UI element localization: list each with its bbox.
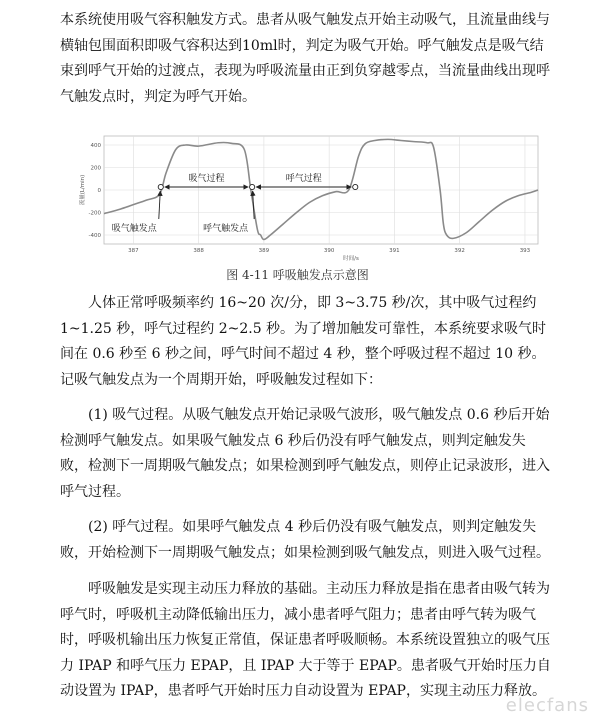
x-tick-label: 388 [193,248,204,254]
paragraph-inhale-process: (1) 吸气过程。从吸气触发点开始记录吸气波形，吸气触发点 0.6 秒后开始检测呼气触发点。如果吸气触发点 6 秒后仍没有呼气触发点，则判定触发失败，检测下一周期吸气触发点；如果检测到呼气触发点，则停止记录波形，进入呼气过程。 [60,407,550,500]
x-tick-label: 393 [519,248,531,254]
y-tick-label: 0 [97,188,101,194]
x-tick-label: 387 [128,248,139,254]
x-tick-label: 391 [389,248,400,254]
y-axis-label: 流量(L/min) [80,174,86,206]
x-tick-label: 390 [323,248,335,254]
paragraph-inhale-trigger-method: 本系统使用吸气容积触发方式。患者从吸气触发点开始主动吸气，且流量曲线与横轴包围面积即吸气容积达到10ml时，判定为吸气开始。呼气触发点是吸气结束到呼气开始的过渡点，表现为呼吸流量由正到负穿越零点，当流量曲线出现呼气触发点时，判定为呼气开始。 [60,12,550,105]
flow-chart-svg [78,132,544,264]
paragraph-exhale-process: (2) 呼气过程。如果呼气触发点 4 秒后仍没有吸气触发点，则判定触发失败，开始检测下一周期吸气触发点；如果检测到吸气触发点，则进入吸气过程。 [60,519,550,561]
y-tick-label: -200 [88,210,101,217]
x-tick-label: 389 [258,248,270,254]
y-tick-label: 200 [90,165,101,172]
x-tick-label: 392 [454,248,465,254]
figure-caption: 图 4-11 呼吸触发点示意图 [226,268,369,282]
trigger-point-marker [250,184,255,189]
y-tick-label: 400 [90,143,101,149]
y-tick-label: -400 [88,233,101,239]
paragraph-breathing-frequency: 人体正常呼吸频率约 16~20 次/分，即 3~3.75 秒/次，其中吸气过程约 1~1.25 秒，呼气过程约 2~2.5 秒。为了增加触发可靠性，本系统要求吸气时间在 0.6 秒至 6 秒之间，呼气时间不超过 4 秒，整个呼吸过程不超过 10 秒。记吸气触发点为一个周期开始，呼吸触发过程如下： [60,295,547,388]
respiratory-trigger-chart [78,132,544,264]
exhale-trigger-label: 呼气触发点 [203,224,249,234]
exhale-process-label: 呼气过程 [285,174,322,184]
trigger-point-marker [158,184,163,189]
trigger-point-marker [353,184,358,189]
inhale-process-label: 吸气过程 [188,174,225,184]
watermark-logo: elecfans [505,695,589,716]
inhale-trigger-label: 吸气触发点 [111,224,157,234]
paragraph-pressure-release: 呼吸触发是实现主动压力释放的基础。主动压力释放是指在患者由吸气转为呼气时，呼吸机主动降低输出压力，减小患者呼气阻力；患者由呼气转为吸气时，呼吸机输出压力恢复正常值，保证患者呼吸顺畅。本系统设置独立的吸气压力 IPAP 和呼气压力 EPAP，且 IPAP 大于等于 EPAP。患者吸气开始时压力自动设置为 IPAP，患者呼气开始时压力自动设置为 EPAP，实现主动压力释放。 [60,581,551,699]
x-axis-label: 时间/s [343,256,359,262]
